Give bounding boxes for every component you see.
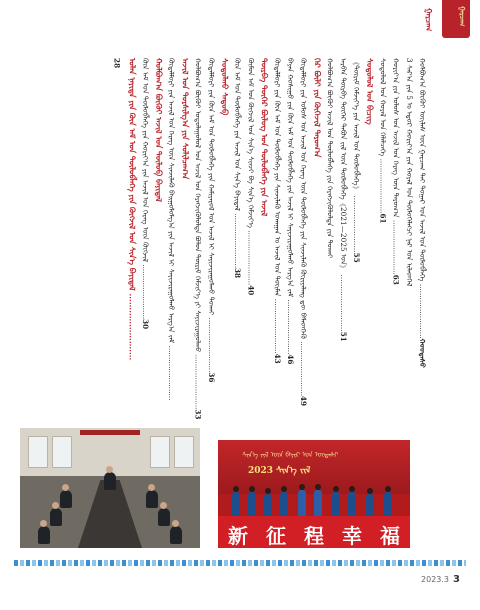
toc-section-heading <box>310 58 324 408</box>
toc-page-number: 28 <box>112 58 122 69</box>
toc-entry[interactable] <box>271 58 283 408</box>
toc-page-number: 61 <box>378 213 388 224</box>
toc-entry-title: ᠣᠯᠠᠨ ᠨᠡᠶᠢᠲᠡ ᠶᠢᠨ ᠬᠦᠨ ᠠᠮ ᠤᠨ ᠲᠥᠯᠥᠪᠯᠡᠭᠡ ᠶᠢᠨ ᠬᠥᠭᠵᠢᠯ ᠤᠨ ᠰᠢᠨ᠎ᠡ ᠪᠠᠶᠢᠳᠠᠯ ........................ <box>127 58 138 361</box>
toc-page-number: 33 <box>193 409 203 420</box>
toc-entry[interactable] <box>244 58 256 408</box>
toc-entry[interactable] <box>284 58 296 408</box>
toc-entry-title: ᠪᠠᠶᠠᠨ ᠬᠣᠰᠢᠭᠤ ᠶᠢᠨ ᠬᠦᠨ ᠠᠮ ᠤᠨ ᠲᠥᠯᠥᠪᠯᠡᠭᠡ ᠶᠢᠨ ᠠᠵᠢᠯ ᠢ ᠰᠠᠶᠢᠵᠢᠷᠠᠭᠤᠯᠬᠤ ᠠᠷᠭ᠎ᠠ ᠵᠠᠮ ........................ <box>286 58 295 355</box>
section-tab-label: ᠭᠠᠷᠴᠠᠭ <box>458 6 467 27</box>
toc-entry[interactable] <box>350 58 362 408</box>
toc-entry[interactable] <box>376 58 388 408</box>
slogan-banner <box>218 516 410 548</box>
toc-section-heading <box>218 58 232 408</box>
toc-entry-title: ᠬᠥᠳᠡᠯᠮᠦᠷᠢ ᠶᠢᠨ ᠬᠦᠨ ᠠᠮ ᠤᠨ ᠲᠥᠯᠥᠪᠯᠡᠭᠡ ᠶᠢᠨ ᠰᠢᠨᠵᠢᠯᠡᠬᠦ ᠤᠬᠠᠭᠠᠨ ᠤ ᠠᠵᠢᠯ ᠤᠨ ᠲᠦᠢᠮᠡᠨ ........................ <box>272 58 282 354</box>
toc-section-heading <box>178 58 192 408</box>
toc-entry-title: ᠬᠣᠯᠪᠣᠭ᠎ᠠ ᠪᠦᠬᠦᠢ ᠠᠵᠢᠯ ᠤᠨ ᠲᠥᠯᠥᠪ ᠪᠠᠶᠢᠳᠠᠯ <box>154 58 164 202</box>
toc-page-number: 49 <box>299 396 309 407</box>
toc-entry-title: ᠬᠥᠳᠡᠯᠮᠦᠷᠢ ᠶᠢᠨ ᠤᠯᠤᠰ ᠤᠨ ᠠᠵᠢᠯ ᠤᠨ ᠬᠡᠷᠡᠭ ᠦᠨ ᠲᠥᠯᠥᠪᠯᠡᠭᠡ ᠶᠢᠨ ᠰᠢᠨᠵᠢᠯᠡᠬᠦ ᠬᠦᠷᠢᠶᠡᠯᠡᠩ ᠳᠦ ᠪᠡᠯᠡᠳᠬᠡᠬᠦ ........................ <box>299 58 309 397</box>
toc-entry-title: ᠬᠣᠯᠪᠣᠭ᠎ᠠ ᠪᠦᠬᠦᠢ ᠦᠢᠯᠡᠰ ᠦᠨ ᠭᠠᠷᠴᠠᠭ ᠲᠠᠢ ᠳᠤᠭᠠᠷ ᠤᠨ ᠠᠵᠢᠯ ᠤᠨ ᠲᠥᠯᠥᠪᠯᠡᠭᠡ ........................ <box>418 58 427 339</box>
toc-entry-title: ᠠᠷᠪᠠᠨ ᠳᠥᠷᠪᠡ ᠳᠦᠭᠡᠷ ᠲᠠᠪᠤᠨ ᠵᠢᠯ ᠦᠨ ᠲᠥᠯᠥᠪᠯᠡᠭᠡ《2021—2025 ᠣᠨ》 ........................ <box>338 58 348 332</box>
toc-entry-title: ᠰᠤᠳᠤᠯᠬᠤ ᠰᠡᠳᠦᠪ <box>220 58 230 116</box>
toc-section-heading <box>258 58 272 408</box>
toc-entry[interactable] <box>165 58 177 408</box>
toc-page-number: 46 <box>286 354 295 365</box>
toc-entry[interactable] <box>297 58 309 408</box>
toc-entry[interactable] <box>205 58 217 408</box>
toc-entry-title: ᠬᠥᠳᠡᠯᠮᠦᠷᠢ ᠶᠢᠨ ᠠᠵᠢᠯ ᠤᠨ ᠬᠡᠷᠡᠭ ᠦᠨ ᠰᠢᠨᠵᠢᠯᠡᠬᠦ ᠪᠠᠢᠭᠤᠯᠤᠯᠭ᠎ᠠ ᠶᠢᠨ ᠠᠵᠢᠯ ᠢ ᠰᠠᠶᠢᠵᠢᠷᠠᠭᠤᠯᠬᠤ ᠠᠷᠭ᠎ᠠ ᠵᠠᠮ ........................ <box>167 58 177 401</box>
toc-entry[interactable] <box>416 58 428 408</box>
slogan-char: 福 <box>380 524 400 548</box>
toc-page-number: 36 <box>206 372 216 383</box>
toc-entry[interactable] <box>337 58 349 408</box>
toc-entry-title: ᠳᠥᠷᠪᠡ ᠳᠦᠭᠡᠷ ᠪᠦᠯᠦᠭ ᠤᠨ ᠲᠥᠯᠥᠪᠯᠡᠭᠡ ᠶᠢᠨ ᠠᠵᠢᠯ <box>259 58 270 217</box>
toc-entry-title: ᠬᠦᠨ ᠠᠮ ᠤᠨ ᠲᠥᠯᠥᠪᠯᠡᠭᠡ ᠶᠢᠨ ᠬᠣᠷᠢᠶ᠎ᠠ ᠶᠢᠨ ᠠᠵᠢᠯ ᠤᠨ ᠬᠡᠷᠡᠭ ᠦᠨ ᠬᠥᠭᠵᠢᠯ ........................ <box>140 58 150 320</box>
slogan-char: 幸 <box>342 524 362 548</box>
toc-entry-title: ᠬᠦᠮᠦᠨ ᠠᠮ ᠤᠨ ᠬᠥᠭᠵᠢᠯ ᠤᠨ ᠰᠢᠨ᠎ᠡ ᠰᠢᠨᠵᠢ ᠪᠠ ᠰᠢᠨ᠎ᠡ ᠬᠡᠮᠵᠢᠶ᠎ᠡ ........................ <box>246 58 256 286</box>
toc-entry-title: ᠰᠤᠳᠤᠯᠤᠯ ᠤᠨ ᠪᠢᠴᠢᠭ <box>365 58 376 125</box>
toc-section-heading <box>152 58 166 408</box>
toc-entry[interactable] <box>112 58 121 408</box>
toc-entry[interactable] <box>139 58 151 408</box>
toc-page-number: 40 <box>246 285 256 296</box>
toc-entry-title: ᠭᠡᠷ ᠪᠦᠯᠢ ᠶᠢᠨ ᠬᠥᠬᠡᠵᠢᠯ ᠳᠠᠷᠤᠭ᠎ᠠ <box>312 58 323 158</box>
toc-page-number: 55 <box>352 252 361 263</box>
stage-banner-subtitle: 2023 ᠰᠢᠨ᠎ᠡ ᠵᠢᠯ <box>248 466 311 476</box>
toc-page-number: 30 <box>140 319 150 330</box>
slogan-char: 新 <box>228 524 248 548</box>
slogan-char: 程 <box>304 524 324 548</box>
toc-entry[interactable] <box>390 58 402 408</box>
toc-entry[interactable] <box>192 58 204 420</box>
toc-entry[interactable] <box>324 58 336 408</box>
toc-entry-title: ᠬᠣᠷᠢᠶ᠎ᠠ ᠶᠢᠨ ᠤᠯᠤᠰ ᠤᠨ ᠠᠵᠢᠯ ᠤᠨ ᠬᠡᠷᠡᠭ ᠦᠨ ᠳᠠᠷᠤᠭ᠎ᠠ ........................ <box>391 58 401 275</box>
meeting-photo <box>20 428 200 548</box>
toc-entry-title: ᠬᠦᠨ ᠠᠮ ᠤᠨ ᠲᠥᠯᠥᠪᠯᠡᠭᠡ ᠶᠢᠨ ᠠᠵᠢᠯ ᠤᠨ ᠰᠢᠨ᠎ᠡ ᠪᠠᠶᠢᠳᠠᠯ ........................ <box>233 58 243 269</box>
toc-entry-title: ᠬᠥᠳᠡᠯᠮᠦᠷᠢ ᠶᠢᠨ ᠬᠦᠨ ᠠᠮ ᠤᠨ ᠲᠥᠯᠥᠪᠯᠡᠭᠡ ᠶᠢᠨ ᠬᠠᠮᠢᠶᠠᠷᠤᠯ ᠤᠨ ᠠᠵᠢᠯ ᠢ ᠰᠠᠶᠢᠵᠢᠷᠠᠭᠤᠯᠬᠤ ᠲᠤᠬᠠᠢ ........................ <box>206 58 216 373</box>
page-number: 3 <box>453 574 460 585</box>
toc-entry-title: 《ᠳᠦᠷᠢᠮ ᠬᠡᠮᠵᠢᠶ᠎ᠡ ᠶᠢᠨ ᠠᠵᠢᠯ ᠤᠨ ᠲᠥᠯᠥᠪᠯᠡᠭᠡ》 ........................ <box>352 58 361 253</box>
toc-page-number: 63 <box>391 274 401 285</box>
section-tab <box>442 0 470 38</box>
table-of-contents-heading: ᠭᠠᠷᠴᠠᠭ <box>424 8 434 32</box>
issue-number: 2023.3 <box>421 575 450 584</box>
stage-banner-title: ᠰᠢᠨ᠎ᠡ ᠵᠢᠯ ᠦᠨ ᠪᠠᠶᠢᠷ ᠤᠨ ᠦᠳᠡᠰᠢ <box>242 451 339 459</box>
toc-entry[interactable] <box>403 58 415 408</box>
toc-page-number: ᠬᠤᠤᠳᠠᠰᠤ <box>418 338 427 368</box>
slogan-char: 征 <box>266 524 286 548</box>
page-footer <box>421 574 460 585</box>
decorative-border <box>14 560 466 566</box>
toc-page-number: 51 <box>338 331 348 342</box>
toc-page-number: 38 <box>233 268 243 279</box>
toc-entry[interactable] <box>231 58 243 408</box>
toc-entry-title: ᠬᠣᠯᠪᠣᠭ᠎ᠠ ᠪᠦᠬᠦᠢ ᠣᠳᠣᠯᠠᠭᠤᠯᠤᠯ ᠤᠨ ᠠᠵᠢᠯ ᠤᠨ ᠬᠡᠷᠡᠭᠵᠢᠭᠦᠯᠦᠯᠲᠡ ᠪᠤᠯᠤᠨ ᠳᠦᠷᠢᠮ ᠬᠡᠮᠵᠢᠶ᠎ᠡ ᠶᠢ ᠰᠠᠶᠢᠵᠢᠷᠠᠭᠤᠯᠬᠤ ........................ <box>193 58 203 410</box>
toc-entry-title: ᠠᠵᠢᠯ ᠤᠨ ᠲᠤᠷᠰᠢᠯᠭ᠎ᠠ ᠶᠢᠨ ᠰᠤᠯᠢᠯᠴᠠᠭ᠎ᠠ <box>180 58 191 180</box>
toc-entry-title: 3 ᠰᠠᠷ᠎ᠠ ᠶᠢᠨ 5 ᠤ ᠡᠳᠦᠷ ᠬᠣᠷᠢᠶ᠎ᠠ ᠶᠢᠨ ᠬᠤᠷᠠᠯ ᠤᠨ ᠲᠥᠯᠥᠭᠡᠯᠡᠭᠴᠢ ᠨᠠᠷ ᠤᠨ ᠢᠯᠡᠳᠬᠡᠯ <box>404 58 414 287</box>
toc-page-number: 43 <box>272 353 282 364</box>
toc-section-heading <box>126 58 140 408</box>
toc-entry-title: ᠰᠤᠳᠤᠯᠤᠯ ᠤᠨ ᠬᠤᠷᠠᠯ ᠤᠨ ᠬᠡᠯᠡᠯᠴᠡᠭᠡ ........................ <box>378 58 388 214</box>
toc-entry-title: ᠬᠣᠯᠪᠣᠭ᠎ᠠ ᠪᠦᠬᠦᠢ ᠠᠵᠢᠯ ᠤᠨ ᠲᠥᠯᠥᠪᠯᠡᠭᠡ ᠶᠢᠨ ᠬᠡᠷᠡᠭᠵᠢᠭᠦᠯᠦᠯᠲᠡ ᠶᠢᠨ ᠲᠤᠬᠠᠢ <box>325 58 335 259</box>
toc-section-heading <box>363 58 377 408</box>
